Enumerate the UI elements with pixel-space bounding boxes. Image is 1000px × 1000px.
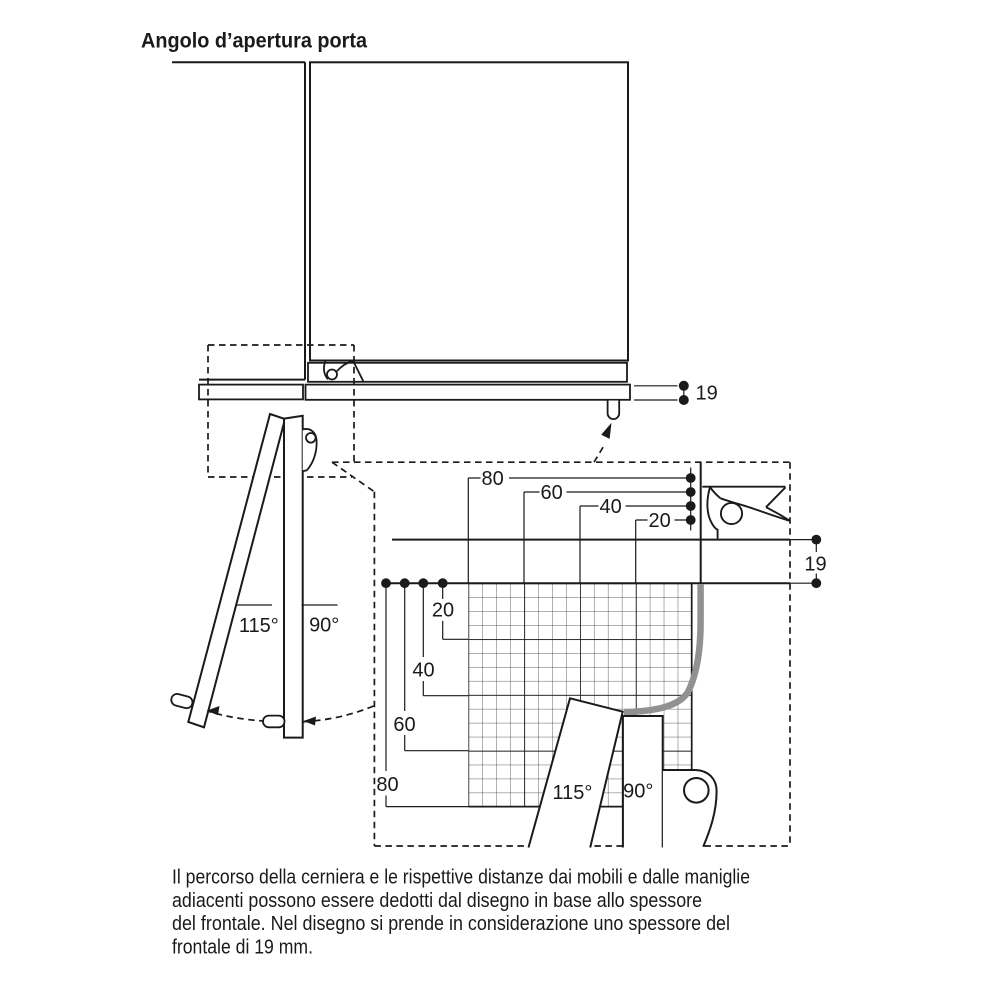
page-title: Angolo d’apertura porta (141, 29, 368, 53)
dimension-dot (679, 381, 689, 391)
hinge-callout-box (208, 345, 354, 477)
dim-label-20h: 20 (648, 510, 671, 532)
dim-label-80v: 80 (376, 774, 399, 796)
dim-label-60h: 60 (540, 482, 563, 504)
caption-line-2: adiacenti possono essere dedotti dal disegno in base allo spessore (172, 889, 702, 912)
top-view-plan (172, 62, 718, 419)
front-panel-handle (608, 401, 620, 420)
dimension-label-19-top: 19 (695, 382, 718, 405)
vertical-clearance-dimensions (376, 578, 468, 806)
dimension-dot (679, 395, 689, 405)
hinge-roller (721, 503, 742, 524)
caption-line-4: frontale di 19 mm. (172, 936, 313, 959)
handle-pointer (594, 423, 612, 462)
detail-angle-label-90: 90° (623, 780, 654, 803)
horizontal-clearance-dimensions (468, 468, 695, 584)
panel-thickness-dimension (634, 381, 718, 405)
detail-angle-label-115: 115° (552, 782, 593, 804)
hinge-closed-detail (702, 487, 790, 539)
callout-leader (332, 462, 374, 492)
angle-label-115: 115° (238, 615, 279, 637)
arrow-up-icon (601, 423, 611, 439)
angle-label-90: 90° (309, 614, 340, 637)
door-90 (284, 416, 303, 738)
adjacent-cabinet-front-panel (199, 385, 303, 400)
caption-line-1: Il percorso della cerniera e le rispettive distanze dai mobili e dalle maniglie (172, 866, 750, 889)
door-swing-view (170, 414, 373, 738)
dim-label-40v: 40 (412, 659, 435, 682)
door-115 (188, 414, 285, 727)
dim-label-40h: 40 (599, 496, 622, 518)
swing-arrow-icon (304, 717, 317, 726)
door-90-handle (263, 716, 285, 728)
dim-label-20v: 20 (431, 599, 455, 622)
hinge-closed-small (324, 361, 364, 383)
hinge-pin (306, 433, 316, 443)
door-115-handle (170, 693, 194, 710)
dim-label-80h: 80 (481, 468, 504, 490)
detail-view (332, 462, 827, 847)
dim-label-60v: 60 (393, 714, 416, 736)
detail-hinge-pivot (684, 778, 709, 803)
caption-line-3: del frontale. Nel disegno si prende in considerazione uno spessore del (172, 913, 730, 936)
caption (172, 867, 750, 959)
dimension-label-19-detail: 19 (804, 553, 827, 576)
appliance-body (310, 62, 628, 360)
panel-thickness-dimension-detail (790, 535, 827, 588)
